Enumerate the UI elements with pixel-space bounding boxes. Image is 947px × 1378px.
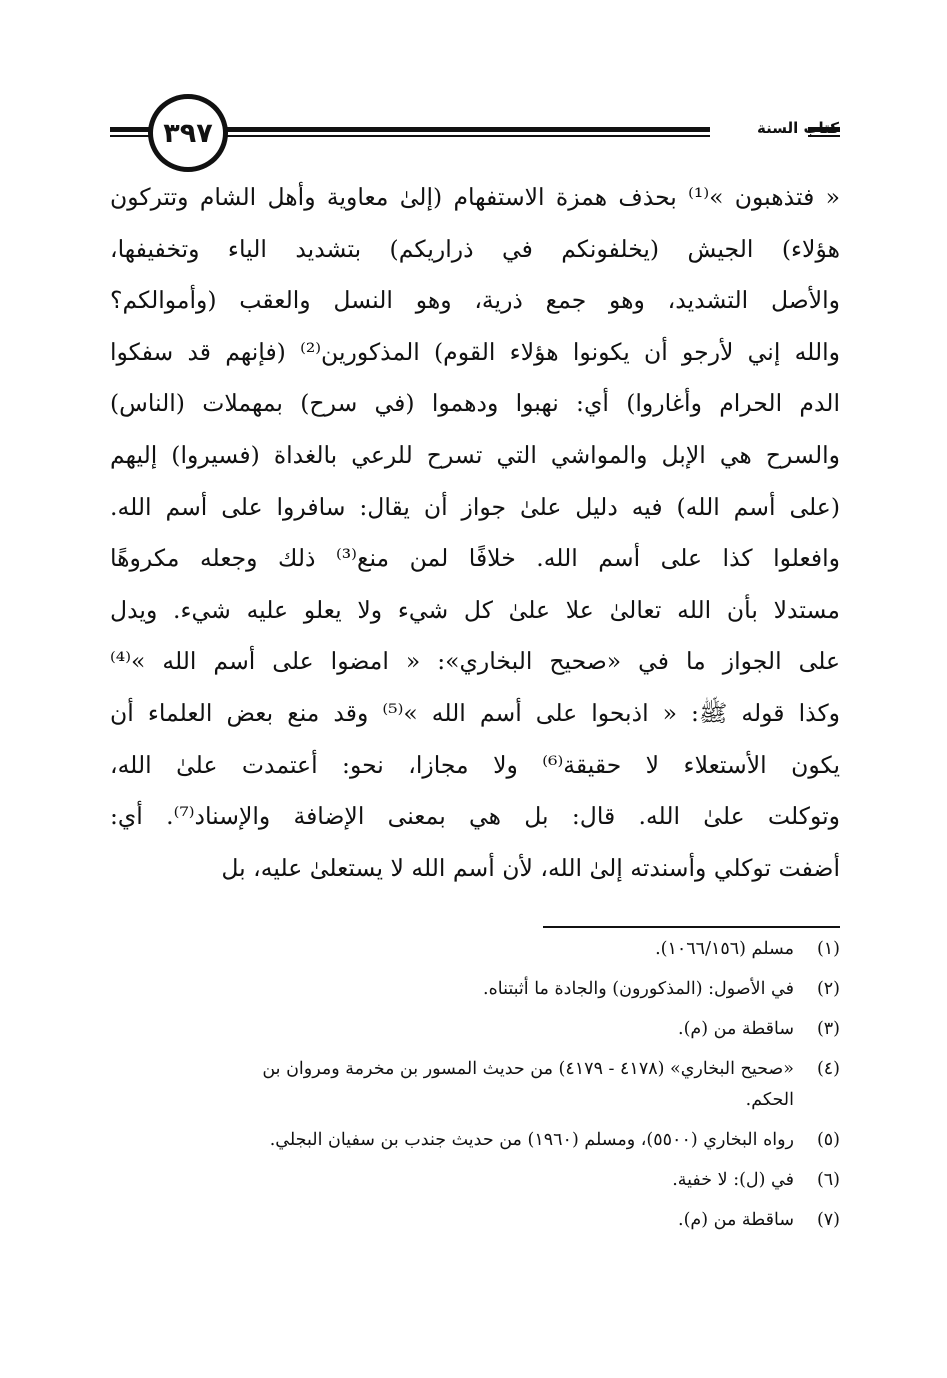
footnote-number: (٥) — [816, 1130, 840, 1150]
text-line: هؤلاء) الجيش (يخلفونكم في ذراريكم) بتشديد الياء وتخفيفها، — [110, 234, 840, 263]
text-line: يكون الأستعلاء لا حقيقة⁽⁶⁾ ولا مجازا، نحو: أعتمدت علىٰ الله، — [110, 750, 840, 779]
footnote-continuation: الحكم. — [745, 1090, 794, 1110]
footnote-text-wrap — [110, 1054, 794, 1116]
footnote-text: ساقطة من (م). — [678, 1019, 794, 1039]
text-line: وكذا قوله ﷺ: « اذبحوا على أسم الله »⁽⁵⁾ وقد منع بعض العلماء أن — [110, 698, 840, 727]
footnote-text: رواه البخاري (٥٥٠٠)، ومسلم (١٩٦٠) من حديث جندب بن سفيان البجلي. — [269, 1130, 794, 1150]
text-line: وافعلوا كذا على أسم الله. خلافًا لمن منع⁽³⁾ ذلك وجعله مكروهًا — [110, 544, 840, 573]
text-line: الدم الحرام وأغاروا) أي: نهبوا ودهموا (في سرح) بمهملات (الناس) — [110, 389, 840, 418]
footnote-number: (١) — [816, 939, 840, 959]
text-line: والسرح هي الإبل والمواشي التي تسرح للرعي بالغداة (فسيروا) إليهم — [110, 440, 840, 469]
text-line: وتوكلت علىٰ الله. قال: بل هي بمعنى الإضافة والإسناد⁽⁷⁾. أي: — [110, 802, 840, 831]
footnotes — [110, 934, 840, 1245]
footnote-separator — [543, 926, 840, 928]
footnote-number: (٧) — [816, 1210, 840, 1230]
footnote-text: «صحيح البخاري» (٤١٧٨ - ٤١٧٩) من حديث المسور بن مخرمة ومروان بن — [262, 1059, 794, 1079]
text-line: مستدلا بأن الله تعالىٰ علا علىٰ كل شيء ولا يعلو عليه شيء. ويدل — [110, 595, 840, 624]
page-number — [148, 94, 228, 172]
body-text — [110, 172, 840, 894]
page-header — [0, 0, 947, 180]
header-rule-right-thin — [226, 135, 710, 137]
text-line: أضفت توكلي وأسندته إلىٰ الله، لأن أسم الله لا يستعلىٰ عليه، بل — [221, 853, 840, 882]
footnote-text: مسلم (١٠٦٦/١٥٦). — [655, 939, 794, 959]
footnote-item — [110, 1014, 840, 1045]
text-line: والأصل التشديد، وهو جمع ذرية، وهو النسل والعقب (وأموالكم؟ — [110, 286, 840, 315]
footnote-item — [110, 1205, 840, 1236]
footnote-text: ساقطة من (م). — [678, 1210, 794, 1230]
text-line: على الجواز ما في «صحيح البخاري»: « امضوا على أسم الله »⁽⁴⁾ — [110, 647, 840, 676]
page-number-text: ٣٩٧ — [163, 117, 213, 149]
footnote-item — [110, 1054, 840, 1116]
footnote-item — [110, 1165, 840, 1196]
header-rule-right — [226, 127, 710, 132]
footnote-number: (٦) — [816, 1170, 840, 1190]
book-title: كتاب السنة — [756, 119, 839, 137]
text-line: والله إني لأرجو أن يكونوا هؤلاء القوم) المذكورين⁽²⁾ (فإنهم قد سفكوا — [110, 337, 840, 366]
footnote-number: (٣) — [816, 1019, 840, 1039]
footnote-text: في (ل): لا خفية. — [672, 1170, 794, 1190]
header-rule-left-thin — [110, 135, 150, 137]
footnote-number: (٢) — [816, 979, 840, 999]
header-rule-left — [110, 127, 150, 132]
footnote-number: (٤) — [816, 1059, 840, 1079]
footnote-item — [110, 934, 840, 965]
footnote-item — [110, 1125, 840, 1156]
footnote-item — [110, 974, 840, 1005]
text-line: « فتذهبون »⁽¹⁾ بحذف همزة الاستفهام (إلىٰ معاوية وأهل الشام وتتركون — [110, 183, 840, 211]
footnote-text: في الأصول: (المذكورون) والجادة ما أثبتناه. — [483, 979, 794, 999]
text-line: (على أسم الله) فيه دليل علىٰ جواز أن يقال: سافروا على أسم الله. — [110, 492, 840, 521]
